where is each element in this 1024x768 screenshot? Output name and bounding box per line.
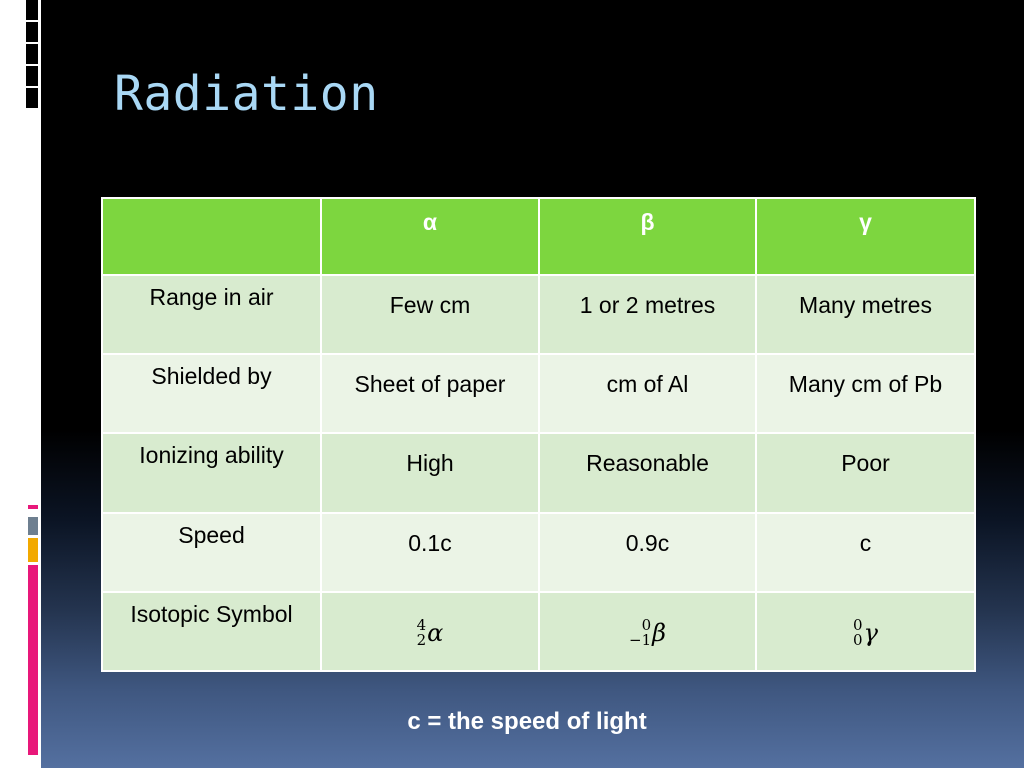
cell-alpha: High xyxy=(321,433,539,512)
cell-beta: 0.9c xyxy=(539,513,756,592)
cell-beta: 1 or 2 metres xyxy=(539,275,756,354)
cell-beta: cm of Al xyxy=(539,354,756,433)
cell-gamma: c xyxy=(756,513,975,592)
table-row-range xyxy=(102,275,975,354)
header-cell-gamma: γ xyxy=(756,198,975,275)
cell-beta-symbol xyxy=(539,592,756,671)
radiation-table xyxy=(101,197,976,672)
cell-alpha-symbol xyxy=(321,592,539,671)
table-row-isotopic-symbol xyxy=(102,592,975,671)
cell-gamma: Many metres xyxy=(756,275,975,354)
row-label: Range in air xyxy=(102,275,321,354)
cell-gamma-symbol xyxy=(756,592,975,671)
beta-isotope-symbol xyxy=(629,615,666,649)
gamma-symbol: γ xyxy=(863,618,878,647)
decor-bar-pink-small xyxy=(28,505,38,509)
beta-atomic-number: −1 xyxy=(629,630,652,649)
alpha-isotope-symbol xyxy=(416,615,444,649)
footer-note: c = the speed of light xyxy=(407,708,647,735)
table-row-speed xyxy=(102,513,975,592)
cell-alpha: 0.1c xyxy=(321,513,539,592)
header-cell-alpha: α xyxy=(321,198,539,275)
cell-alpha: Few cm xyxy=(321,275,539,354)
gamma-isotope-symbol xyxy=(853,615,878,649)
decor-bar-orange xyxy=(28,538,38,562)
row-label: Ionizing ability xyxy=(102,433,321,512)
alpha-atomic-number: 2 xyxy=(416,630,427,649)
slide-title: Radiation xyxy=(114,66,379,122)
gamma-mass-number: 0 xyxy=(853,615,863,634)
row-label: Speed xyxy=(102,513,321,592)
gamma-atomic-number: 0 xyxy=(853,630,863,649)
table-header-row xyxy=(102,198,975,275)
alpha-mass-number: 4 xyxy=(416,615,427,634)
beta-symbol: β xyxy=(652,618,666,647)
cell-gamma: Many cm of Pb xyxy=(756,354,975,433)
cell-alpha: Sheet of paper xyxy=(321,354,539,433)
row-label: Shielded by xyxy=(102,354,321,433)
top-decor-bars xyxy=(26,0,38,120)
header-cell-beta: β xyxy=(539,198,756,275)
cell-beta: Reasonable xyxy=(539,433,756,512)
decor-bar-gray xyxy=(28,517,38,535)
header-cell-empty xyxy=(102,198,321,275)
alpha-symbol: α xyxy=(427,618,444,647)
table-row-shielded xyxy=(102,354,975,433)
table-row-ionizing xyxy=(102,433,975,512)
row-label: Isotopic Symbol xyxy=(102,592,321,671)
cell-gamma: Poor xyxy=(756,433,975,512)
beta-mass-number: 0 xyxy=(641,615,652,634)
